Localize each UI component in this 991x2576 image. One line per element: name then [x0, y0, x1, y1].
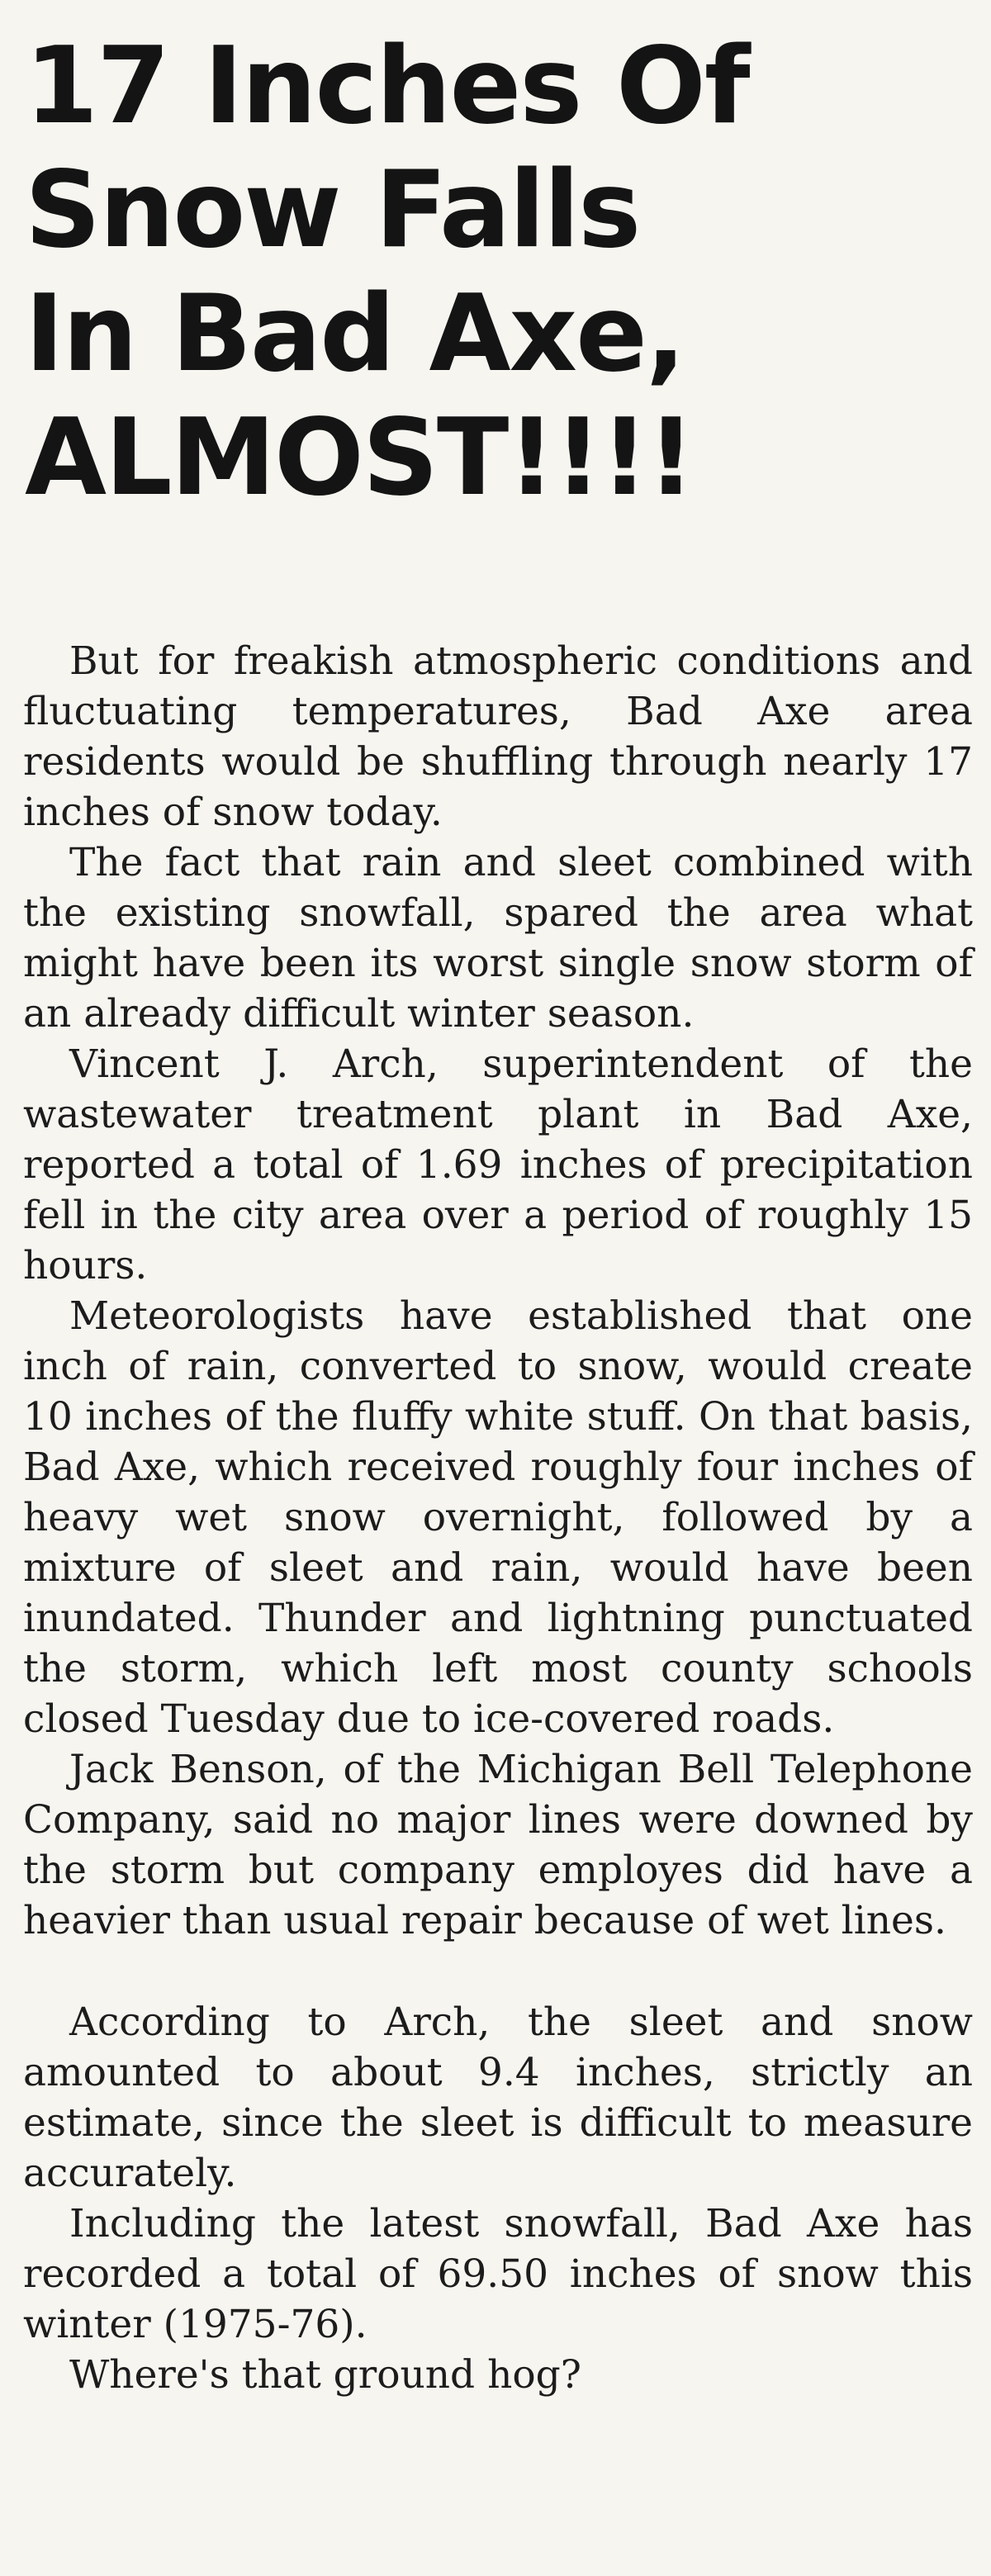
headline-line-2: Snow Falls [25, 149, 640, 272]
paragraph-3: Vincent J. Arch, superintendent of the wastewater treatment plant in Bad Axe, reported a total of 1.69 inches of precipitation fell in the city area over a period of roughly 15 hours. [23, 1041, 973, 1288]
headline-line-3: In Bad Axe, [25, 273, 685, 396]
paragraph-7: Including the latest snowfall, Bad Axe has recorded a total of 69.50 inches of snow this winter (1975-76). [23, 2201, 973, 2347]
headline-line-1: 17 Inches Of [25, 25, 749, 148]
paragraph-5: Jack Benson, of the Michigan Bell Telephone Company, said no major lines were downed by the storm but company employes did have a heavier than usual repair because of wet lines. [23, 1747, 973, 1943]
article-body [23, 636, 973, 2400]
paragraph-1: But for freakish atmospheric conditions and fluctuating temperatures, Bad Axe area residents would be shuffling through nearly 17 inches of snow today. [23, 638, 973, 835]
paragraph-4: Meteorologists have established that one inch of rain, converted to snow, would create 10 inches of the fluffy white stuff. On that basis, Bad Axe, which received roughly four inches of heavy wet snow overnight, followed by a mixture of sleet and rain, would have been inundated. Thunder and lightning punctuated the storm, which left most county schools closed Tuesday due to ice-covered roads. [23, 1293, 973, 1742]
headline-line-4: ALMOST!!!! [25, 396, 694, 519]
paragraph-2: The fact that rain and sleet combined with the existing snowfall, spared the area what might have been its worst single snow storm of an already difficult winter season. [23, 840, 973, 1037]
paragraph-6: According to Arch, the sleet and snow amounted to about 9.4 inches, strictly an estimate, since the sleet is difficult to measure accurately. [23, 2000, 973, 2196]
paragraph-8: Where's that ground hog? [69, 2352, 581, 2398]
headline [25, 25, 950, 520]
